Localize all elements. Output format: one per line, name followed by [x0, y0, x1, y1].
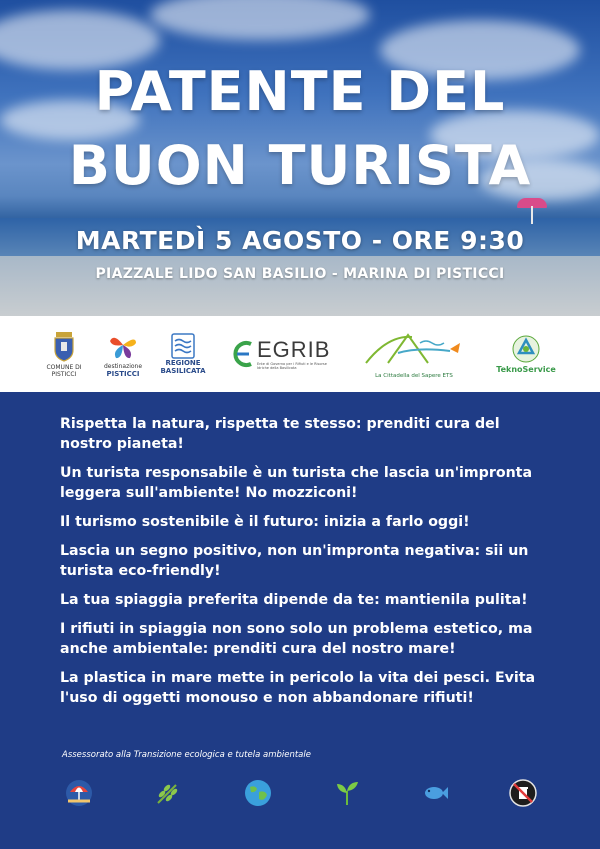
hero-photo	[0, 0, 600, 316]
destinazione-logo: destinazione PISTICCI	[100, 316, 146, 392]
teknoservice-logo	[486, 316, 566, 392]
no-litter-icon	[508, 778, 538, 808]
comune-logo	[34, 316, 94, 392]
bottom-icon-row	[0, 778, 600, 818]
message-3: Il turismo sostenibile è il futuro: inizia a farlo oggi!	[60, 514, 470, 530]
message-list	[60, 414, 550, 717]
message-7: La plastica in mare mette in pericolo la vita dei pesci. Evita l'uso di oggetti monouso e non abbandonare rifiuti!	[60, 670, 536, 706]
message-5: La tua spiaggia preferita dipende da te: mantienila pulita!	[60, 592, 528, 608]
egrib-mark-icon	[229, 339, 255, 369]
logo-strip	[0, 316, 600, 392]
message-4: Lascia un segno positivo, non un'impronta negativa: sii un turista eco-friendly!	[60, 543, 529, 579]
message-6: I rifiuti in spiaggia non sono solo un problema estetico, ma anche ambientale: prenditi cura del nostro mare!	[60, 621, 533, 657]
branch-icon	[152, 778, 182, 808]
cittadella-mark-icon	[358, 329, 470, 371]
regione-shield-icon	[171, 333, 195, 359]
egrib-label: EGRIB	[257, 336, 331, 362]
fish-icon	[420, 778, 450, 808]
event-date: MARTEDÌ 5 AGOSTO - ORE 9:30	[75, 226, 525, 255]
beach-umbrella-icon	[64, 778, 94, 808]
message-2: Un turista responsabile è un turista che lascia un'impronta leggera sull'ambiente! No mozziconi!	[60, 465, 533, 501]
beach	[0, 256, 600, 316]
title-line-2: BUON TURISTA	[68, 134, 532, 197]
petals-icon	[108, 331, 138, 361]
sprout-icon	[332, 778, 362, 808]
credit-text: Assessorato alla Transizione ecologica e tutela ambientale	[62, 750, 311, 760]
teknoservice-label: TeknoService	[496, 364, 556, 374]
event-place: PIAZZALE LIDO SAN BASILIO - MARINA DI PISTICCI	[95, 266, 505, 282]
title-line-1: PATENTE DEL	[94, 60, 506, 123]
cittadella-logo: La Cittadella del Sapere ETS	[355, 316, 473, 392]
globe-icon	[243, 778, 273, 808]
message-1: Rispetta la natura, rispetta te stesso: prenditi cura del nostro pianeta!	[60, 416, 500, 452]
recycle-icon	[512, 335, 540, 363]
regione-logo: REGIONE BASILICATA	[157, 316, 209, 392]
coat-of-arms-icon	[52, 330, 76, 362]
egrib-logo: EGRIB Ente di Governo per i Rifiuti e le Risorse Idriche della Basilicata	[228, 316, 336, 392]
comune-label: COMUNE DI PISTICCI	[46, 364, 82, 378]
